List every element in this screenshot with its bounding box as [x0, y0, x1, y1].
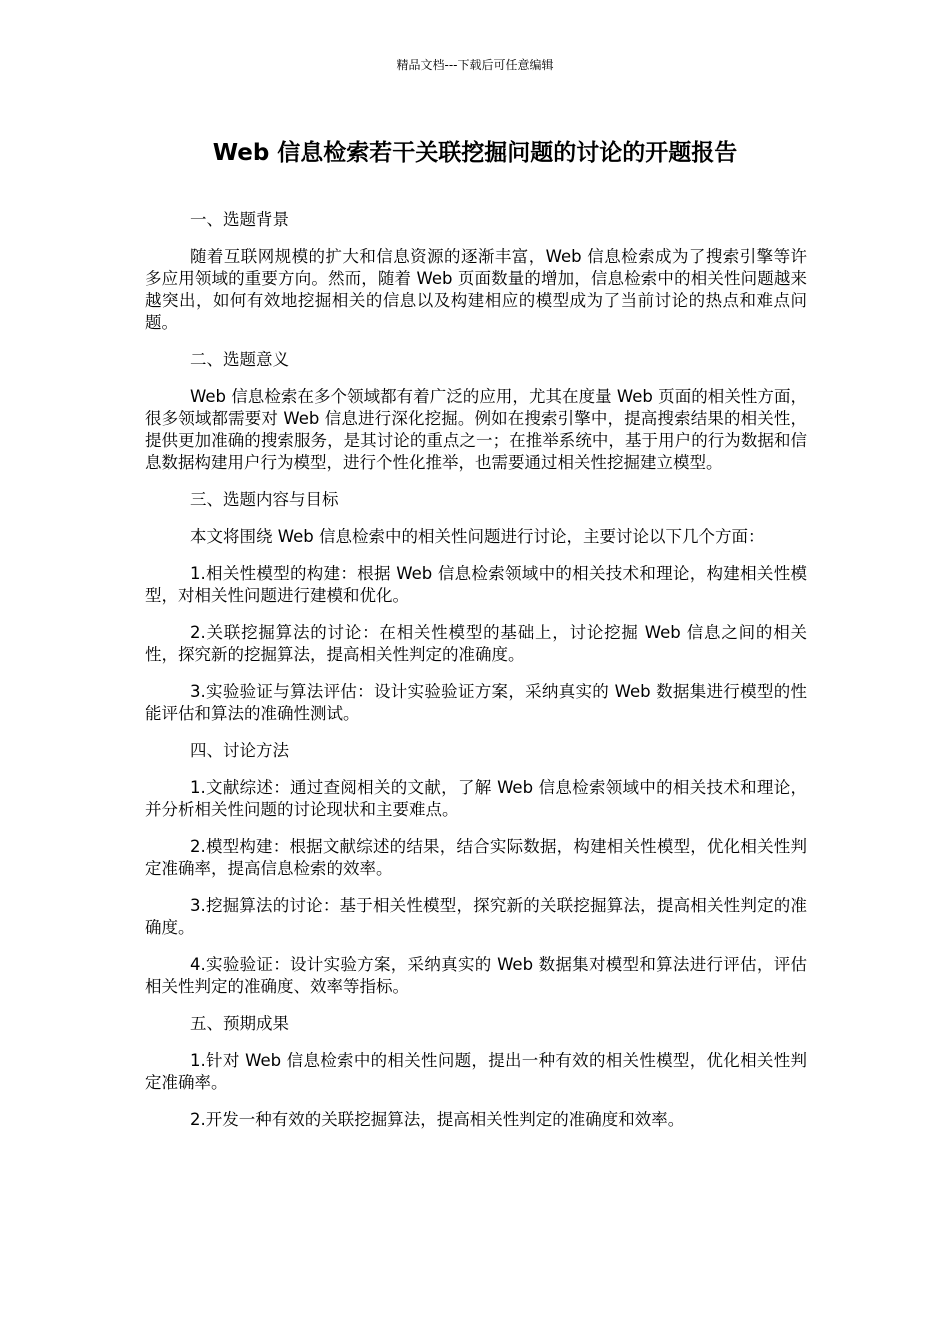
list-item-outcome-2: 2.开发一种有效的关联挖掘算法，提高相关性判定的准确度和效率。: [190, 1110, 685, 1129]
document-body: [145, 209, 807, 1146]
section-heading-background: 一、选题背景: [190, 210, 289, 229]
list-item-content-2: 2.关联挖掘算法的讨论：在相关性模型的基础上，讨论挖掘 Web 信息之间的相关性，探究新的挖掘算法，提高相关性判定的准确度。: [145, 623, 807, 664]
list-item-content-3: 3.实验验证与算法评估：设计实验验证方案，采纳真实的 Web 数据集进行模型的性能评估和算法的准确性测试。: [145, 682, 807, 723]
section-heading-content-goals: 三、选题内容与目标: [190, 490, 339, 509]
header-note: 精品文档---下载后可任意编辑: [396, 58, 554, 72]
paragraph-background: 随着互联网规模的扩大和信息资源的逐渐丰富，Web 信息检索成为了搜索引擎等许多应用领域的重要方向。然而，随着 Web 页面数量的增加，信息检索中的相关性问题越来越突出，如何有效地挖掘相关的信息以及构建相应的模型成为了当前讨论的热点和难点问题。: [145, 247, 807, 332]
list-item-method-4: 4.实验验证：设计实验方案，采纳真实的 Web 数据集对模型和算法进行评估，评估相关性判定的准确度、效率等指标。: [145, 955, 807, 996]
list-item-method-3: 3.挖掘算法的讨论：基于相关性模型，探究新的关联挖掘算法，提高相关性判定的准确度。: [145, 896, 807, 937]
document-title: Web 信息检索若干关联挖掘问题的讨论的开题报告: [212, 140, 738, 166]
paragraph-significance: Web 信息检索在多个领域都有着广泛的应用，尤其在度量 Web 页面的相关性方面，很多领域都需要对 Web 信息进行深化挖掘。例如在搜索引擎中，提高搜索结果的相关性，提供更加准确的搜索服务，是其讨论的重点之一；在推举系统中，基于用户的行为数据和信息数据构建用户行为模型，进行个性化推举，也需要通过相关性挖掘建立模型。: [145, 387, 807, 472]
list-item-outcome-1: 1.针对 Web 信息检索中的相关性问题，提出一种有效的相关性模型，优化相关性判定准确率。: [145, 1051, 807, 1092]
section-heading-outcomes: 五、预期成果: [190, 1014, 289, 1033]
list-item-content-1: 1.相关性模型的构建：根据 Web 信息检索领域中的相关技术和理论，构建相关性模型，对相关性问题进行建模和优化。: [145, 564, 807, 605]
section-heading-methods: 四、讨论方法: [190, 741, 289, 760]
paragraph-content-intro: 本文将围绕 Web 信息检索中的相关性问题进行讨论，主要讨论以下几个方面：: [190, 527, 765, 546]
section-heading-significance: 二、选题意义: [190, 350, 289, 369]
list-item-method-1: 1.文献综述：通过查阅相关的文献，了解 Web 信息检索领域中的相关技术和理论，并分析相关性问题的讨论现状和主要难点。: [145, 778, 807, 819]
list-item-method-2: 2.模型构建：根据文献综述的结果，结合实际数据，构建相关性模型，优化相关性判定准确率，提高信息检索的效率。: [145, 837, 807, 878]
